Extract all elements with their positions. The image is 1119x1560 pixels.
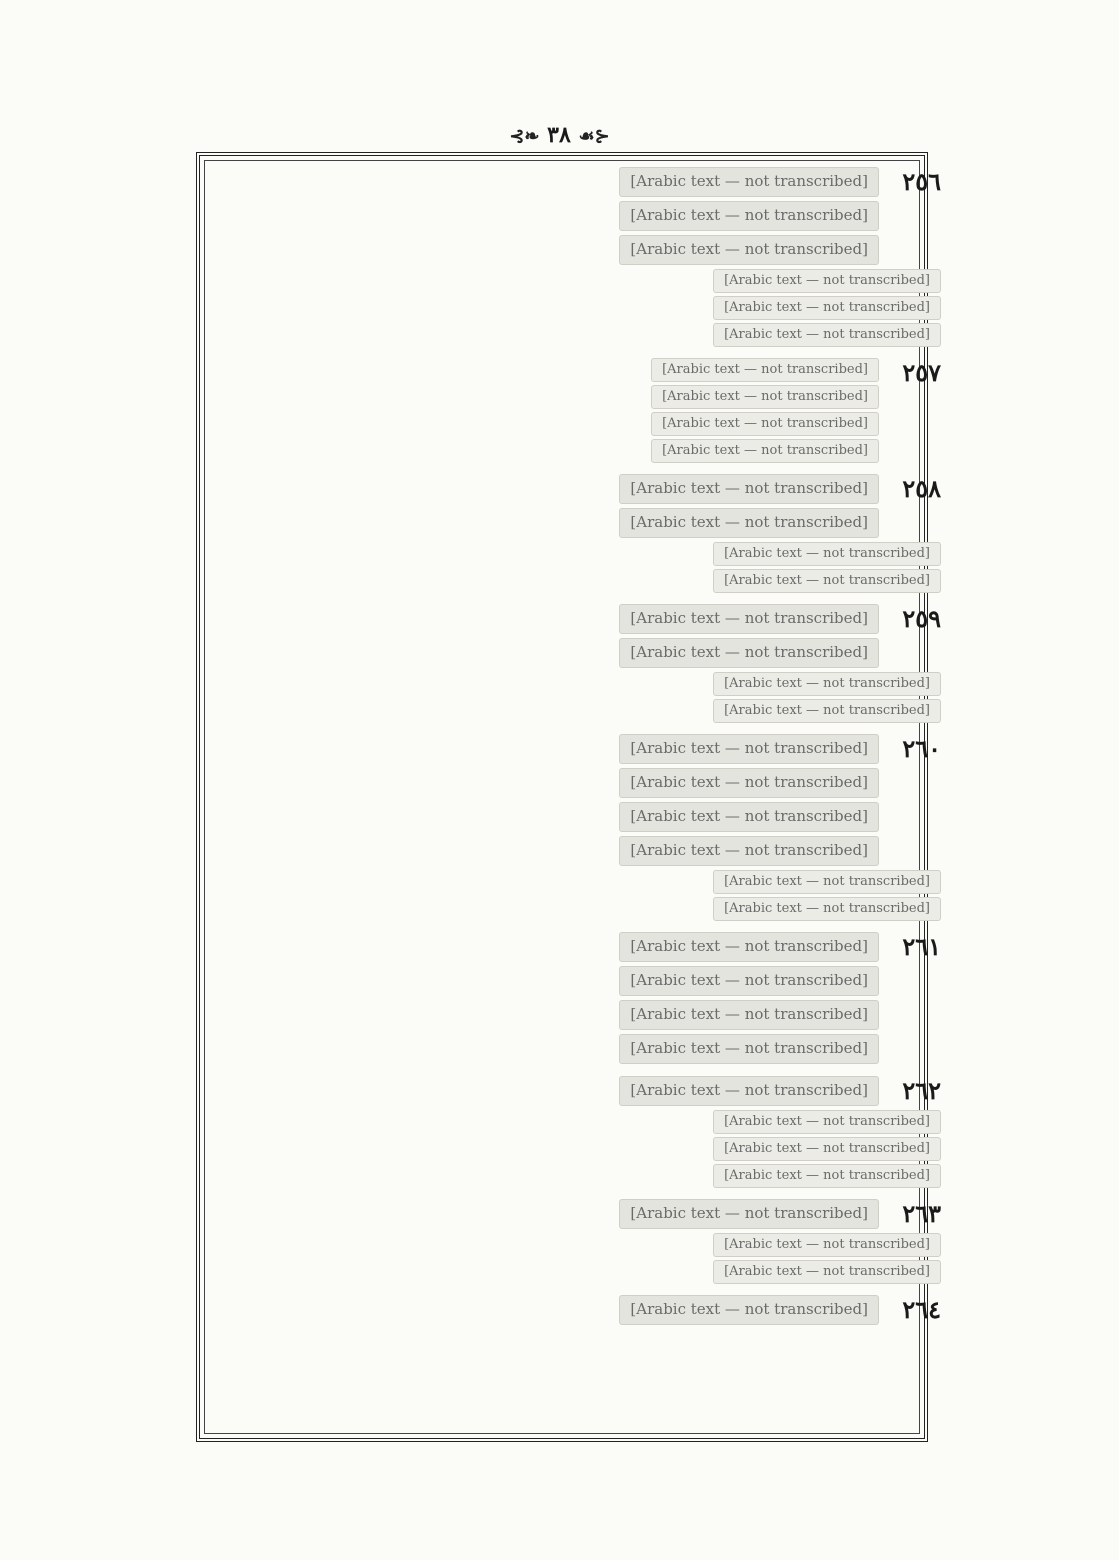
- text-line: [Arabic text — not transcribed]: [651, 385, 879, 409]
- entry-number: ٢٥٨: [902, 474, 941, 503]
- text-line: [Arabic text — not transcribed]: [619, 167, 879, 197]
- text-line: [Arabic text — not transcribed]: [713, 672, 941, 696]
- commentary: [206, 540, 941, 594]
- text-line: [Arabic text — not transcribed]: [619, 235, 879, 265]
- page-number: ٣٨: [547, 122, 571, 148]
- entry-256: [206, 165, 941, 348]
- text-line: [Arabic text — not transcribed]: [713, 1233, 941, 1257]
- entry-260: [206, 732, 941, 922]
- entry-number: ٢٦٤: [902, 1295, 941, 1324]
- entry-number: ٢٦٣: [902, 1199, 941, 1228]
- verse-text: [206, 930, 879, 1066]
- text-line: [Arabic text — not transcribed]: [651, 358, 879, 382]
- text-line: [Arabic text — not transcribed]: [713, 1110, 941, 1134]
- verse-text: [206, 165, 879, 267]
- verse-text: [206, 1074, 879, 1108]
- text-line: [Arabic text — not transcribed]: [619, 1000, 879, 1030]
- text-line: [Arabic text — not transcribed]: [713, 323, 941, 347]
- text-line: [Arabic text — not transcribed]: [713, 542, 941, 566]
- text-line: [Arabic text — not transcribed]: [619, 836, 879, 866]
- text-line: [Arabic text — not transcribed]: [619, 474, 879, 504]
- entry-number: ٢٥٧: [902, 358, 941, 387]
- text-line: [Arabic text — not transcribed]: [713, 897, 941, 921]
- text-line: [Arabic text — not transcribed]: [713, 296, 941, 320]
- verse-text: [206, 1197, 879, 1231]
- text-line: [Arabic text — not transcribed]: [619, 1034, 879, 1064]
- entry-264: [206, 1293, 941, 1327]
- text-line: [Arabic text — not transcribed]: [619, 604, 879, 634]
- entry-number: ٢٦٠: [902, 734, 941, 763]
- ornament-left-icon: ⊰❧: [509, 126, 540, 147]
- text-line: [Arabic text — not transcribed]: [713, 1260, 941, 1284]
- text-line: [Arabic text — not transcribed]: [713, 269, 941, 293]
- entry-263: [206, 1197, 941, 1285]
- text-line: [Arabic text — not transcribed]: [619, 802, 879, 832]
- commentary: [206, 267, 941, 348]
- text-line: [Arabic text — not transcribed]: [619, 638, 879, 668]
- commentary: [206, 868, 941, 922]
- entry-262: [206, 1074, 941, 1189]
- commentary: [206, 1231, 941, 1285]
- entry-259: [206, 602, 941, 724]
- text-line: [Arabic text — not transcribed]: [619, 768, 879, 798]
- text-line: [Arabic text — not transcribed]: [619, 508, 879, 538]
- text-line: [Arabic text — not transcribed]: [619, 1295, 879, 1325]
- entry-number: ٢٥٩: [902, 604, 941, 633]
- entry-number: ٢٦١: [902, 932, 941, 961]
- text-line: [Arabic text — not transcribed]: [619, 201, 879, 231]
- page-header: [0, 120, 1119, 150]
- text-line: [Arabic text — not transcribed]: [713, 569, 941, 593]
- commentary: [206, 1108, 941, 1189]
- verse-text: [206, 1293, 879, 1327]
- text-line: [Arabic text — not transcribed]: [713, 1137, 941, 1161]
- text-line: [Arabic text — not transcribed]: [619, 1076, 879, 1106]
- text-line: [Arabic text — not transcribed]: [713, 1164, 941, 1188]
- commentary: [206, 670, 941, 724]
- text-line: [Arabic text — not transcribed]: [651, 412, 879, 436]
- text-line: [Arabic text — not transcribed]: [619, 966, 879, 996]
- page-content: [206, 165, 941, 1435]
- commentary: [206, 356, 879, 464]
- text-line: [Arabic text — not transcribed]: [713, 699, 941, 723]
- entry-257: [206, 356, 941, 464]
- entry-number: ٢٦٢: [902, 1076, 941, 1105]
- text-line: [Arabic text — not transcribed]: [619, 932, 879, 962]
- entry-261: [206, 930, 941, 1066]
- verse-text: [206, 472, 879, 540]
- text-line: [Arabic text — not transcribed]: [619, 1199, 879, 1229]
- verse-text: [206, 602, 879, 670]
- text-line: [Arabic text — not transcribed]: [651, 439, 879, 463]
- ornament-right-icon: ☙⊱: [578, 126, 610, 147]
- verse-text: [206, 732, 879, 868]
- text-line: [Arabic text — not transcribed]: [619, 734, 879, 764]
- text-line: [Arabic text — not transcribed]: [713, 870, 941, 894]
- entry-258: [206, 472, 941, 594]
- entry-number: ٢٥٦: [902, 167, 941, 196]
